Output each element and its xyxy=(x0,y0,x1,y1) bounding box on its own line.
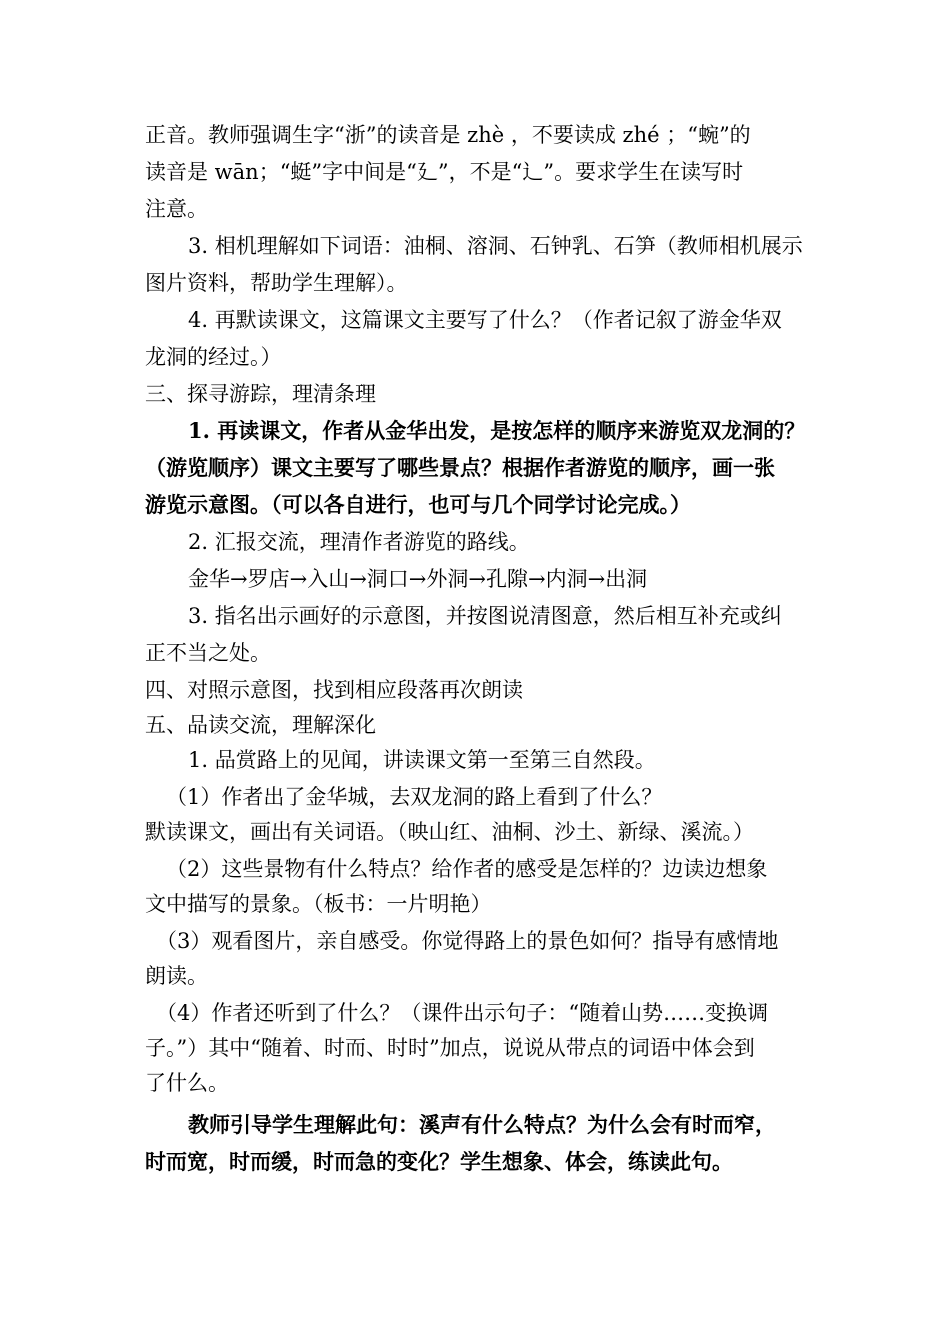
route-line: 金华→罗店→入山→洞口→外洞→孔隙→内洞→出洞 xyxy=(188,567,648,591)
text-line: 了什么。 xyxy=(145,1071,229,1095)
text-line: 4. 再默读课文，这篇课文主要写了什么？（作者记叙了游金华双 xyxy=(188,308,782,332)
text-line-bold: （游览顺序）课文主要写了哪些景点？根据作者游览的顺序，画一张 xyxy=(145,455,775,480)
text-line: 3. 指名出示画好的示意图，并按图说清图意，然后相互补充或纠 xyxy=(188,604,782,628)
text-line: 读音是 wān；“蜓”字中间是“廴”，不是“辶”。要求学生在读写时 xyxy=(145,160,744,184)
text-line: 正不当之处。 xyxy=(145,641,271,665)
text-line: 1. 品赏路上的见闻，讲读课文第一至第三自然段。 xyxy=(188,748,656,772)
text-line: 图片资料，帮助学生理解）。 xyxy=(145,271,408,295)
text-line: 默读课文，画出有关词语。（映山红、油桐、沙土、新绿、溪流。） xyxy=(145,820,754,844)
text-line-bold: 时而宽，时而缓，时而急的变化？学生想象、体会，练读此句。 xyxy=(145,1149,733,1174)
text-line-bold: 游览示意图。（可以各自进行，也可与几个同学讨论完成。） xyxy=(145,492,691,517)
text-line-bold: 教师引导学生理解此句：溪声有什么特点？为什么会有时而窄， xyxy=(188,1112,776,1137)
text-line: 文中描写的景象。（板书：一片明艳） xyxy=(145,892,492,916)
text-line-bold: 1. 再读课文，作者从金华出发，是按怎样的顺序来游览双龙洞的？ xyxy=(188,418,806,443)
text-line: 2. 汇报交流，理清作者游览的路线。 xyxy=(188,530,530,554)
text-line: （4）作者还听到了什么？（课件出示句子：“随着山势……变换调 xyxy=(156,1001,769,1025)
section-heading: 四、对照示意图，找到相应段落再次朗读 xyxy=(145,678,523,702)
text-line: （2）这些景物有什么特点？给作者的感受是怎样的？边读边想象 xyxy=(166,857,768,881)
text-line: （3）观看图片，亲自感受。你觉得路上的景色如何？指导有感情地 xyxy=(156,929,779,953)
text-line: 3. 相机理解如下词语：油桐、溶洞、石钟乳、石笋（教师相机展示 xyxy=(188,234,803,258)
section-heading: 三、探寻游踪，理清条理 xyxy=(145,382,376,406)
section-heading: 五、品读交流，理解深化 xyxy=(145,713,376,737)
text-line: 朗读。 xyxy=(145,964,208,988)
text-line: 子。”）其中“随着、时而、时时”加点，说说从带点的词语中体会到 xyxy=(145,1036,755,1060)
text-line: 正音。教师强调生字“浙”的读音是 zhè ，不要读成 zhé ；“蜿”的 xyxy=(145,123,751,147)
text-line: （1）作者出了金华城，去双龙洞的路上看到了什么？ xyxy=(166,785,663,809)
text-line: 注意。 xyxy=(145,197,208,221)
text-line: 龙洞的经过。） xyxy=(145,345,282,369)
